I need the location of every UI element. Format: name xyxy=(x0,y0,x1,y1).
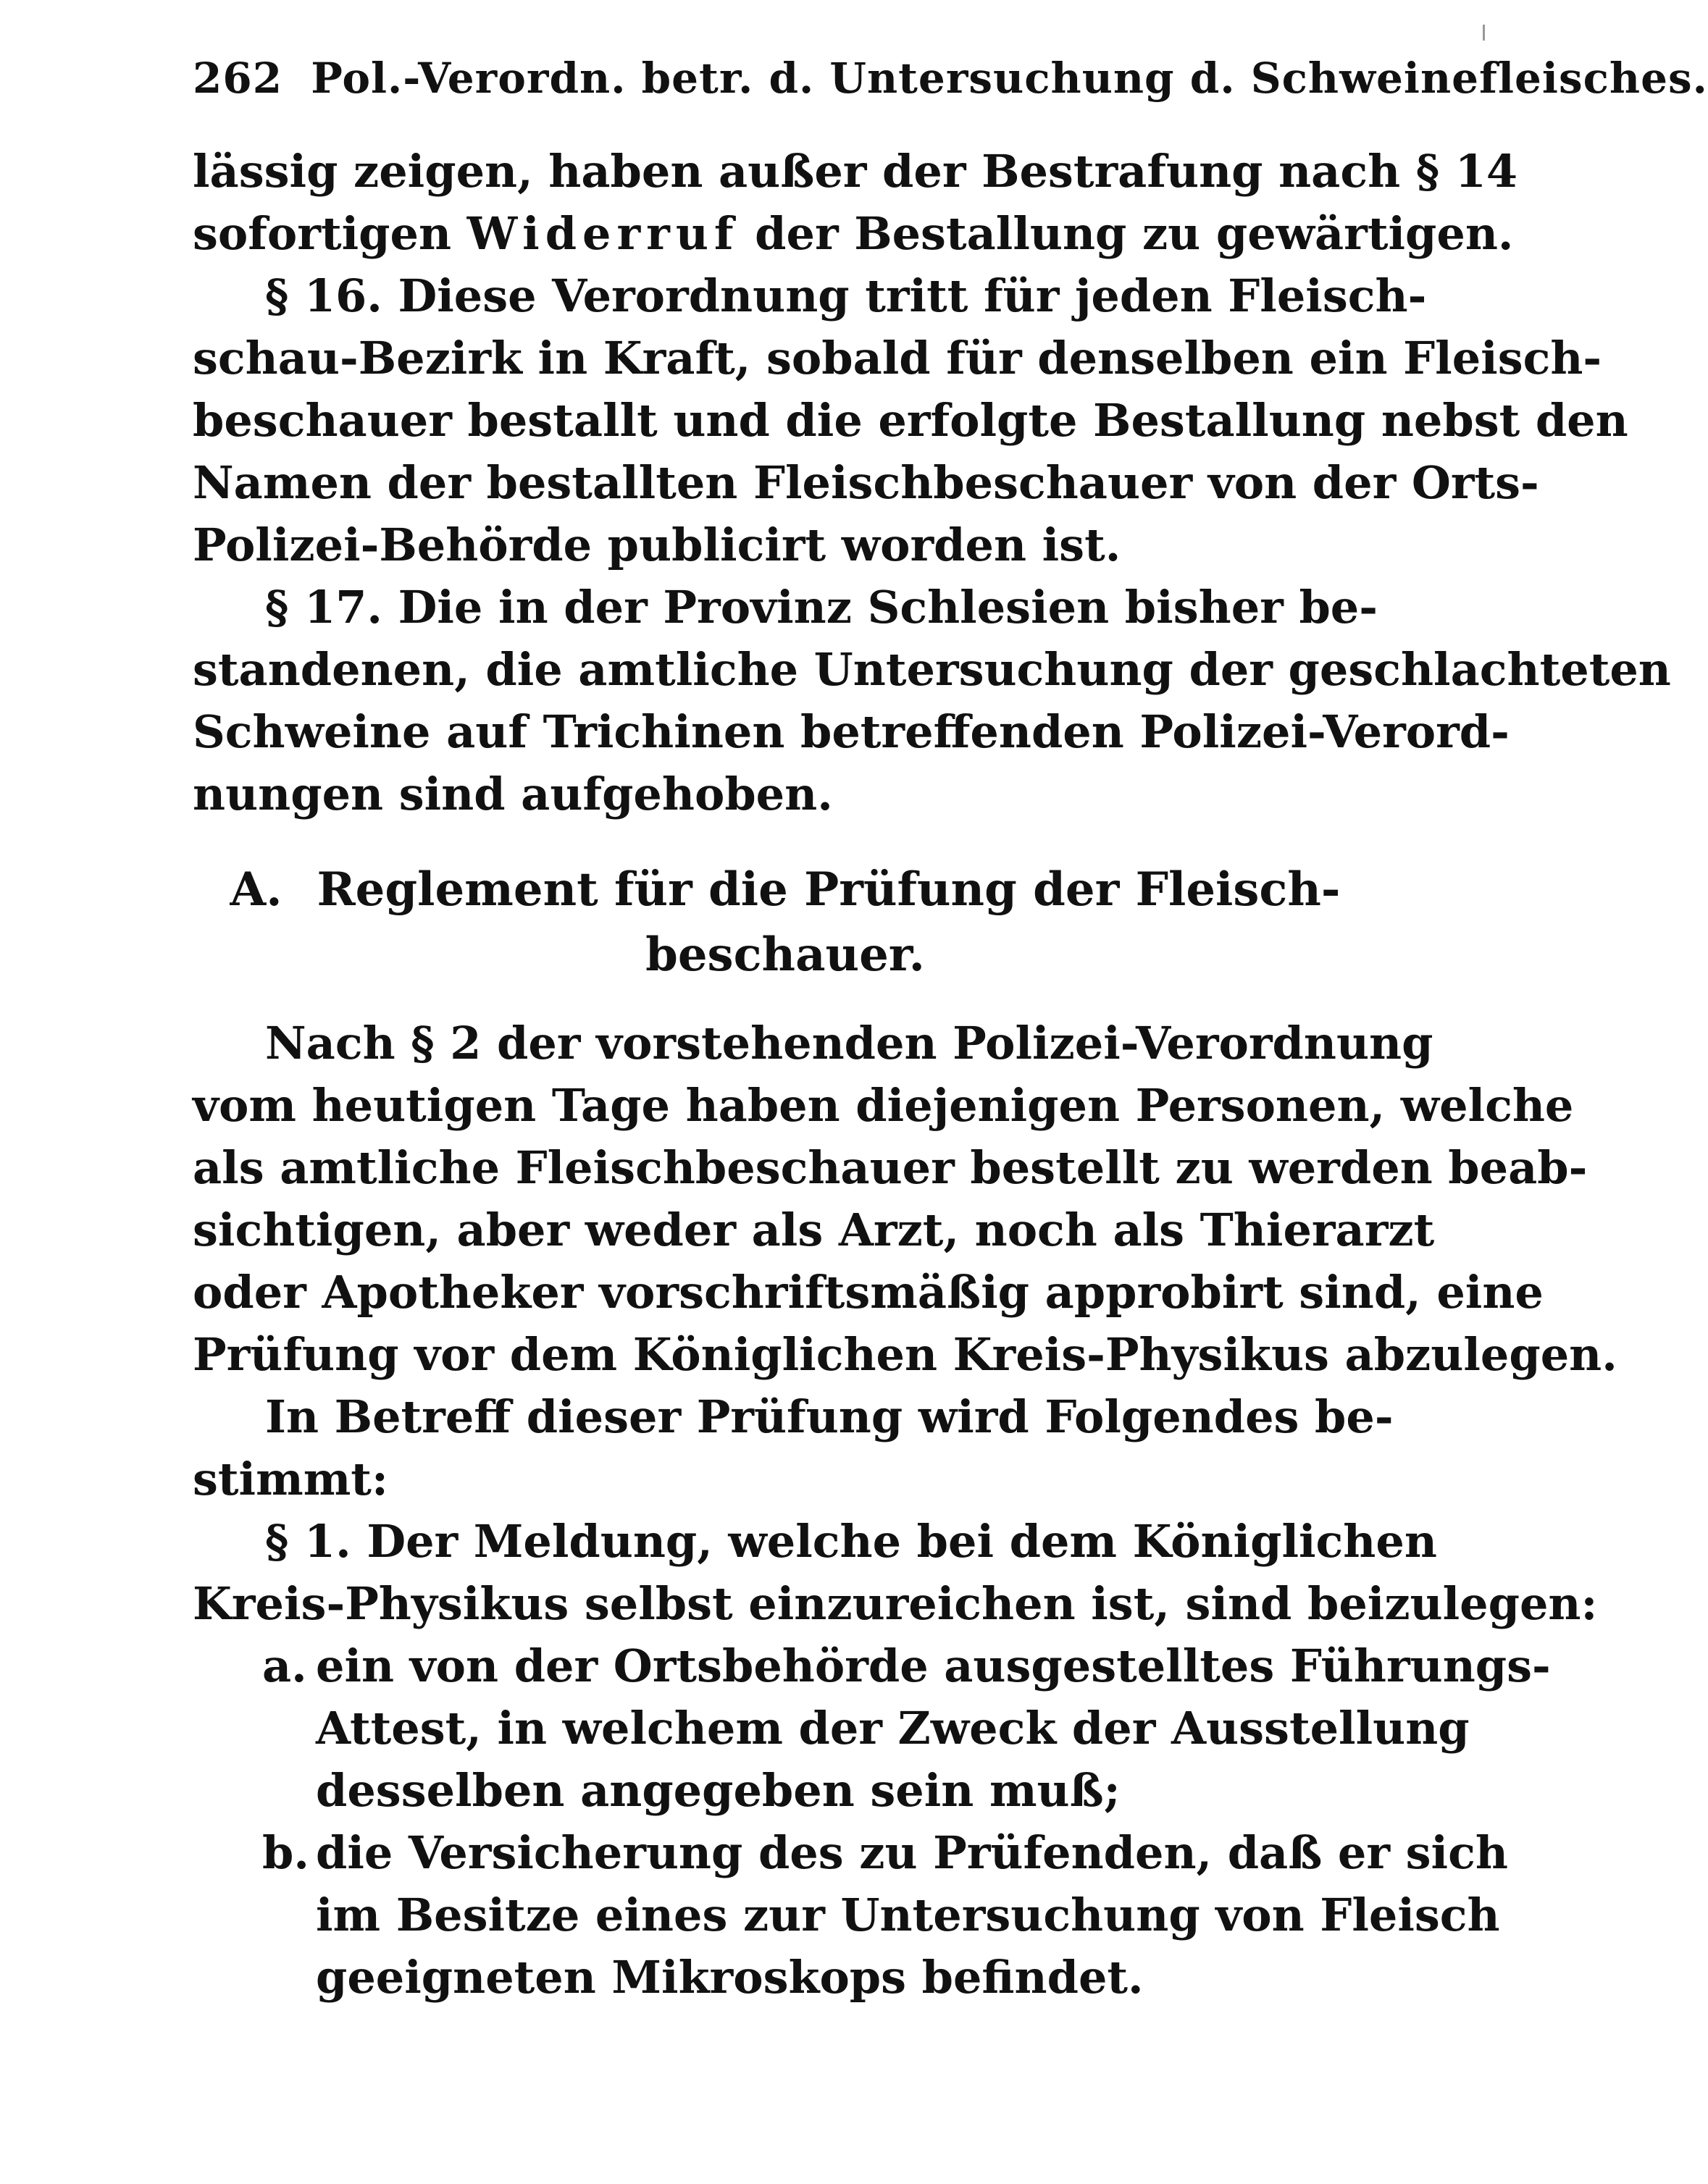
page-number: 262 xyxy=(193,54,283,103)
text-run: ein von der Ortsbehörde ausgestelltes Führungs- xyxy=(316,1639,1551,1692)
paragraph-17 xyxy=(193,576,1671,826)
text-line: In Betreff dieser Prüfung wird Folgendes be- xyxy=(265,1390,1394,1443)
running-header xyxy=(193,51,1708,106)
section-title-line1: Reglement für die Prüfung der Fleisch- xyxy=(317,862,1341,917)
list-item-line xyxy=(193,1822,1508,1884)
text-line: lässig zeigen, haben außer der Bestrafung nach § 14 xyxy=(193,145,1518,198)
paragraph-16 xyxy=(193,265,1628,576)
section-heading xyxy=(193,857,1378,923)
text-line: vom heutigen Tage haben diejenigen Personen, welche xyxy=(193,1079,1574,1132)
continuation-paragraph xyxy=(193,140,1518,265)
text-line: oder Apotheker vorschriftsmäßig approbirt sind, eine xyxy=(193,1266,1544,1319)
text-line: sichtigen, aber weder als Arzt, noch als Thierarzt xyxy=(193,1204,1435,1256)
text-line: Schweine auf Trichinen betreffenden Polizei-Verord- xyxy=(193,705,1510,758)
book-page xyxy=(193,51,1708,2009)
regarding-paragraph xyxy=(193,1386,1394,1511)
section-label: A. xyxy=(230,862,282,917)
text-line: § 16. Diese Verordnung tritt für jeden Fleisch- xyxy=(265,269,1427,322)
emphasized-word: Widerruf xyxy=(466,207,740,260)
list-item-line: Attest, in welchem der Zweck der Ausstellung xyxy=(316,1702,1470,1755)
text-line: Namen der bestallten Fleischbeschauer von der Orts- xyxy=(193,456,1539,509)
text-line: beschauer bestallt und die erfolgte Bestallung nebst den xyxy=(193,394,1628,447)
list-marker: b. xyxy=(262,1826,309,1879)
text-run: sofortigen xyxy=(193,207,467,260)
list-item-line: desselben angegeben sein muß; xyxy=(316,1764,1121,1817)
list-item-line: im Besitze eines zur Untersuchung von Fleisch xyxy=(316,1889,1500,1941)
scan-speck xyxy=(1483,25,1485,41)
text-line: § 17. Die in der Provinz Schlesien bisher be- xyxy=(265,581,1378,634)
text-line xyxy=(193,203,1514,265)
text-run: die Versicherung des zu Prüfenden, daß er sich xyxy=(316,1826,1508,1879)
text-line: stimmt: xyxy=(193,1453,388,1505)
item-a xyxy=(193,1635,1551,1822)
list-item-line xyxy=(193,1635,1551,1697)
text-line: Polizei-Behörde publicirt worden ist. xyxy=(193,518,1121,571)
list-item-line: geeigneten Mikroskops befindet. xyxy=(316,1951,1144,2004)
paragraph-1 xyxy=(193,1511,1598,1635)
text-line: nungen sind aufgehoben. xyxy=(193,768,833,820)
intro-paragraph xyxy=(193,1012,1617,1386)
item-b xyxy=(193,1822,1508,2009)
text-line: standenen, die amtliche Untersuchung der geschlachteten xyxy=(193,643,1671,696)
running-title: Pol.-Verordn. betr. d. Untersuchung d. Schweinefleisches. xyxy=(311,54,1708,103)
list-marker: a. xyxy=(262,1639,307,1692)
text-line: Prüfung vor dem Königlichen Kreis-Physikus abzulegen. xyxy=(193,1328,1617,1381)
text-line: Kreis-Physikus selbst einzureichen ist, sind beizulegen: xyxy=(193,1577,1598,1630)
text-line: schau-Bezirk in Kraft, sobald für denselben ein Fleisch- xyxy=(193,332,1602,385)
text-line: Nach § 2 der vorstehenden Polizei-Verordnung xyxy=(265,1017,1433,1070)
text-line: als amtliche Fleischbeschauer bestellt zu werden beab- xyxy=(193,1141,1588,1194)
text-run: der Bestallung zu gewärtigen. xyxy=(739,207,1514,260)
section-title-line2: beschauer. xyxy=(645,928,925,982)
text-line: § 1. Der Meldung, welche bei dem Königlichen xyxy=(265,1515,1437,1568)
